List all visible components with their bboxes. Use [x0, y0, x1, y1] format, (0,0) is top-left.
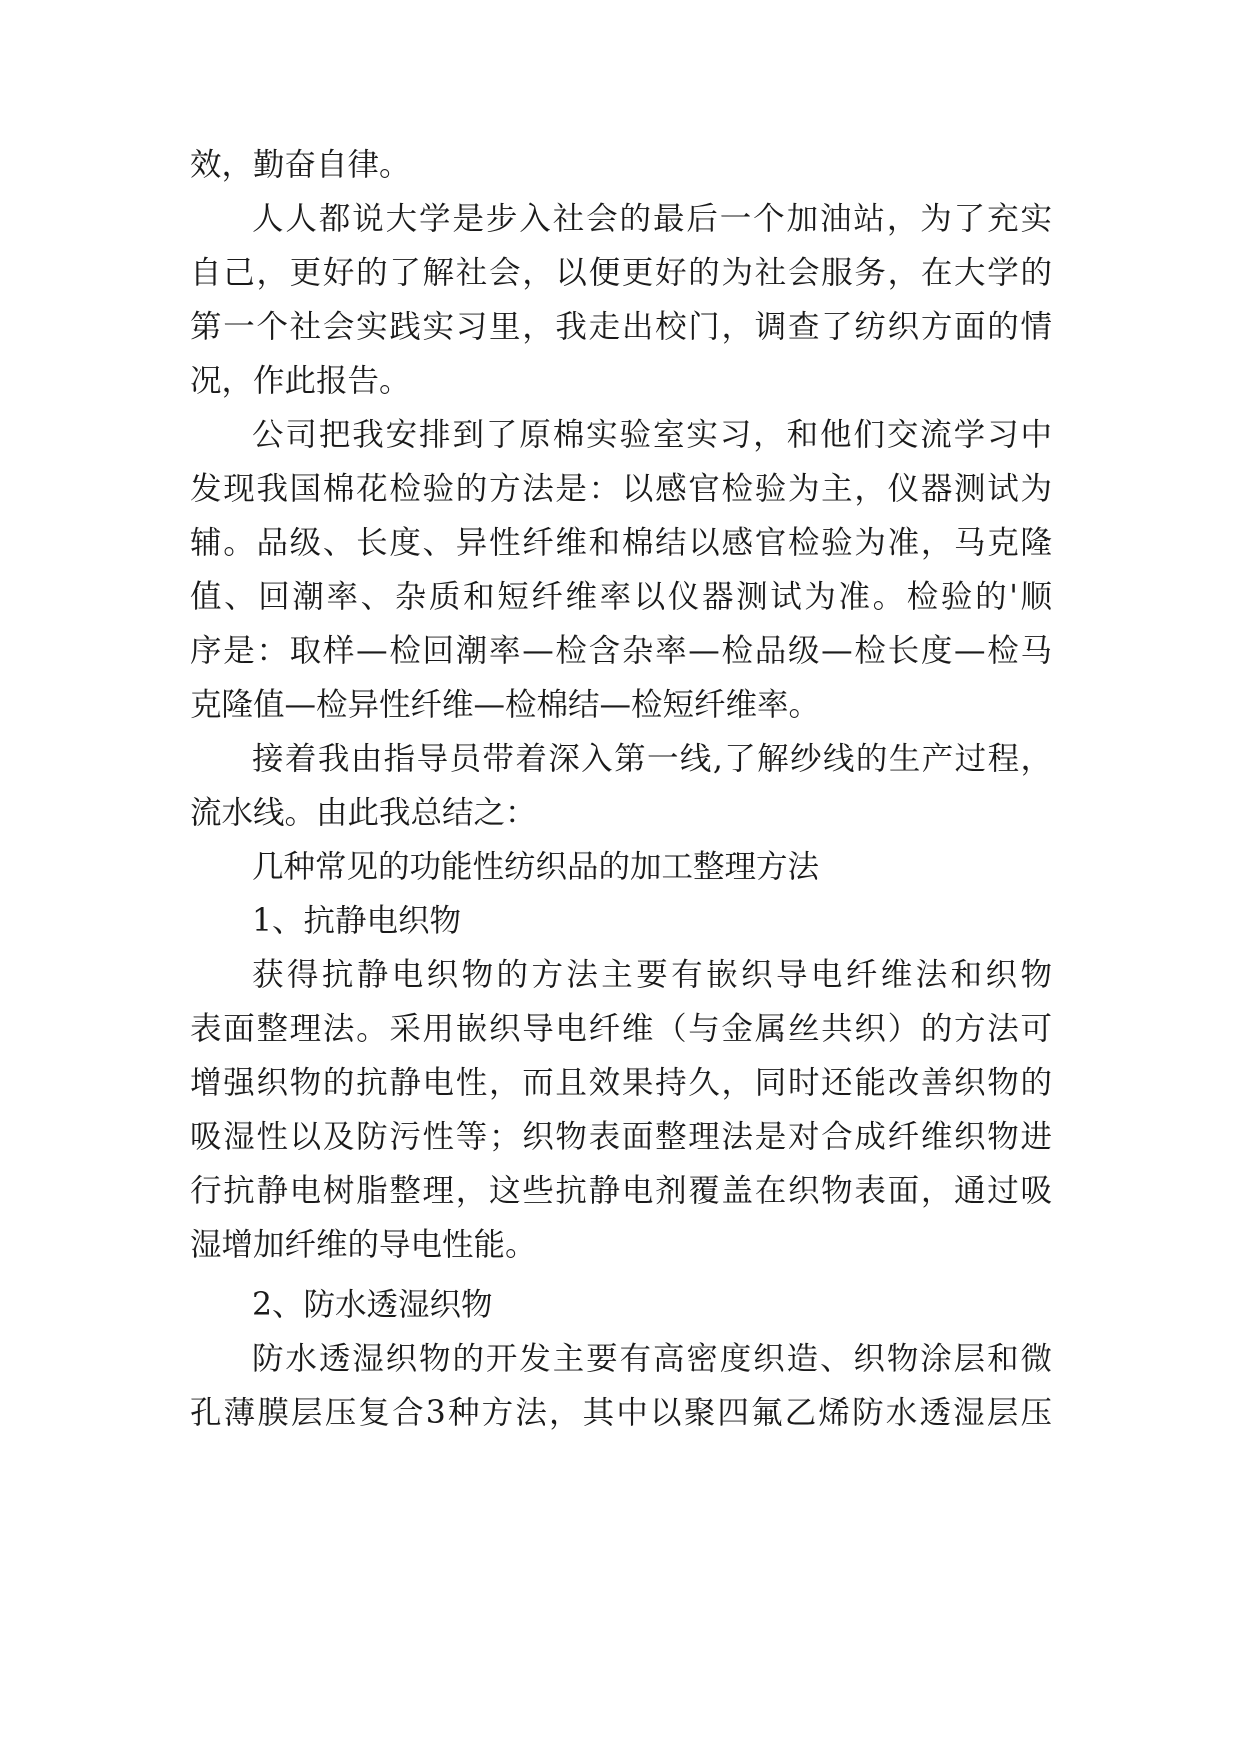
text-line: 序是：取样—检回潮率—检含杂率—检品级—检长度—检马 [190, 633, 1052, 669]
text-line: 吸湿性以及防污性等；织物表面整理法是对合成纤维织物进 [190, 1119, 1052, 1155]
section-heading: 几种常见的功能性纺织品的加工整理方法 [252, 849, 820, 885]
text-line: 第一个社会实践实习里，我走出校门，调查了纺织方面的情 [190, 309, 1052, 345]
text-line: 况，作此报告。 [190, 363, 411, 399]
text-line: 防水透湿织物的开发主要有高密度织造、织物涂层和微 [252, 1341, 1052, 1377]
text-line: 增强织物的抗静电性，而且效果持久，同时还能改善织物的 [190, 1065, 1052, 1101]
text-line: 自己，更好的了解社会，以便更好的为社会服务，在大学的 [190, 255, 1052, 291]
text-line: 值、回潮率、杂质和短纤维率以仪器测试为准。检验的'顺 [190, 579, 1052, 615]
subsection-heading: 1、抗静电织物 [252, 903, 462, 939]
text-line: 行抗静电树脂整理，这些抗静电剂覆盖在织物表面，通过吸 [190, 1173, 1052, 1209]
text-line: 流水线。由此我总结之： [190, 795, 537, 831]
text-line: 克隆值—检异性纤维—检棉结—检短纤维率。 [190, 687, 821, 723]
subsection-heading: 2、防水透湿织物 [252, 1287, 493, 1323]
text-line: 获得抗静电织物的方法主要有嵌织导电纤维法和织物 [252, 957, 1052, 993]
text-line: 效，勤奋自律。 [190, 147, 411, 183]
text-line: 人人都说大学是步入社会的最后一个加油站，为了充实 [252, 201, 1052, 237]
text-line: 湿增加纤维的导电性能。 [190, 1227, 537, 1263]
text-line: 表面整理法。采用嵌织导电纤维（与金属丝共织）的方法可 [190, 1011, 1052, 1047]
text-line: 孔薄膜层压复合3种方法，其中以聚四氟乙烯防水透湿层压 [190, 1395, 1052, 1431]
text-line: 公司把我安排到了原棉实验室实习，和他们交流学习中 [252, 417, 1052, 453]
text-line: 接着我由指导员带着深入第一线,了解纱线的生产过程， [252, 741, 1052, 777]
text-line: 发现我国棉花检验的方法是：以感官检验为主，仪器测试为 [190, 471, 1052, 507]
text-line: 辅。品级、长度、异性纤维和棉结以感官检验为准，马克隆 [190, 525, 1052, 561]
